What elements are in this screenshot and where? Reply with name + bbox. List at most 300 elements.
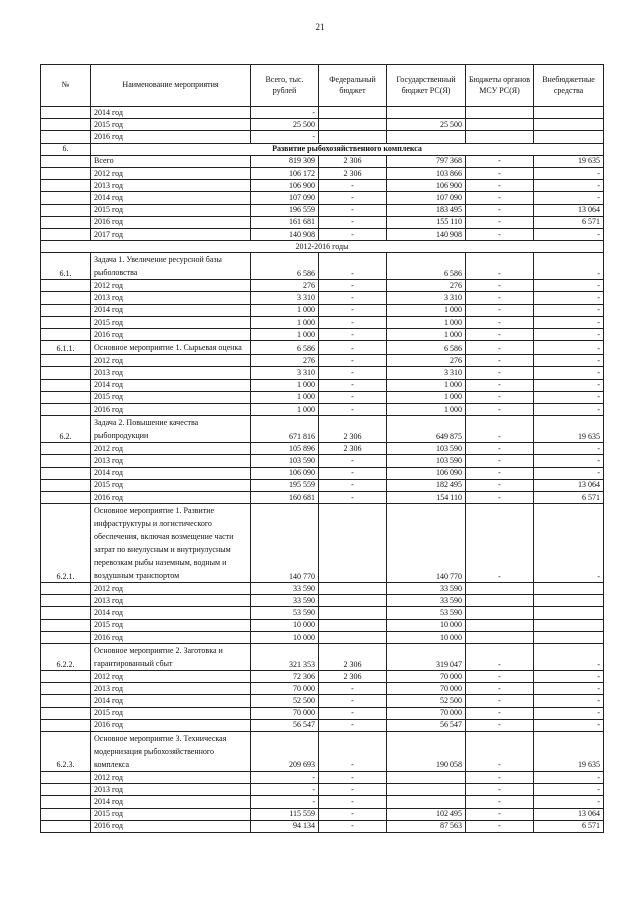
cell-extra: - <box>534 707 604 719</box>
header-msu: Бюджеты органов МСУ РС(Я) <box>466 65 534 107</box>
table-row <box>41 329 604 341</box>
cell-total: 3 310 <box>251 292 319 304</box>
cell-total: 1 000 <box>251 329 319 341</box>
cell-msu: - <box>466 504 534 583</box>
cell-extra: - <box>534 467 604 479</box>
cell-federal: - <box>319 403 387 415</box>
cell-total: 70 000 <box>251 707 319 719</box>
cell-name: 2013 год <box>91 367 251 379</box>
cell-num: 6.2.1. <box>41 504 91 583</box>
cell-num <box>41 367 91 379</box>
cell-num <box>41 671 91 683</box>
cell-num: 6.1.1. <box>41 341 91 355</box>
cell-extra: - <box>534 771 604 783</box>
cell-extra: - <box>534 719 604 731</box>
table-row <box>41 491 604 503</box>
cell-state: 25 500 <box>387 119 466 131</box>
cell-name: 2015 год <box>91 479 251 491</box>
cell-msu <box>466 631 534 643</box>
cell-state: 33 590 <box>387 595 466 607</box>
cell-num <box>41 107 91 119</box>
cell-state: 87 563 <box>387 820 466 832</box>
cell-num: 6.1. <box>41 253 91 280</box>
cell-msu: - <box>466 228 534 240</box>
cell-state: 276 <box>387 280 466 292</box>
cell-state: 276 <box>387 355 466 367</box>
cell-name: 2016 год <box>91 131 251 143</box>
cell-msu: - <box>466 216 534 228</box>
cell-num <box>41 119 91 131</box>
cell-name: 2014 год <box>91 379 251 391</box>
cell-state: 103 590 <box>387 443 466 455</box>
cell-federal: - <box>319 367 387 379</box>
cell-total: 33 590 <box>251 583 319 595</box>
cell-msu: - <box>466 155 534 167</box>
cell-federal: - <box>319 695 387 707</box>
table-row <box>41 131 604 143</box>
table-row <box>41 379 604 391</box>
cell-msu: - <box>466 304 534 316</box>
cell-name: Основное мероприятие 2. Заготовка и гарантированный сбыт <box>91 644 251 671</box>
cell-total: 276 <box>251 355 319 367</box>
cell-name: 2013 год <box>91 784 251 796</box>
cell-msu: - <box>466 671 534 683</box>
cell-name: 2016 год <box>91 631 251 643</box>
cell-name: 2017 год <box>91 228 251 240</box>
cell-federal: 2 306 <box>319 416 387 443</box>
cell-federal: - <box>319 719 387 731</box>
cell-extra: 6 571 <box>534 216 604 228</box>
cell-name: 2014 год <box>91 607 251 619</box>
table-row <box>41 216 604 228</box>
period-row <box>41 241 604 253</box>
cell-num <box>41 131 91 143</box>
cell-num <box>41 820 91 832</box>
table-row <box>41 796 604 808</box>
table-row <box>41 167 604 179</box>
cell-total: 106 090 <box>251 467 319 479</box>
cell-state: 6 586 <box>387 341 466 355</box>
task-row <box>41 341 604 355</box>
table-row <box>41 107 604 119</box>
cell-name: 2015 год <box>91 119 251 131</box>
cell-total: - <box>251 131 319 143</box>
cell-num <box>41 683 91 695</box>
table-row <box>41 683 604 695</box>
cell-msu: - <box>466 180 534 192</box>
table-row <box>41 192 604 204</box>
cell-extra: - <box>534 355 604 367</box>
cell-msu: - <box>466 784 534 796</box>
cell-state: 154 110 <box>387 491 466 503</box>
cell-state: 10 000 <box>387 631 466 643</box>
cell-num <box>41 304 91 316</box>
cell-total: 3 310 <box>251 367 319 379</box>
cell-total: 56 547 <box>251 719 319 731</box>
cell-msu: - <box>466 204 534 216</box>
cell-name: 2015 год <box>91 204 251 216</box>
cell-num <box>41 355 91 367</box>
cell-num <box>41 607 91 619</box>
cell-total: 6 586 <box>251 253 319 280</box>
cell-total: 1 000 <box>251 379 319 391</box>
cell-federal <box>319 607 387 619</box>
cell-num <box>41 280 91 292</box>
cell-federal: - <box>319 355 387 367</box>
cell-msu: - <box>466 820 534 832</box>
cell-msu: - <box>466 707 534 719</box>
cell-extra: - <box>534 683 604 695</box>
cell-name: 2012 год <box>91 443 251 455</box>
cell-federal: - <box>319 467 387 479</box>
cell-state: 10 000 <box>387 619 466 631</box>
cell-num <box>41 491 91 503</box>
cell-total: 10 000 <box>251 619 319 631</box>
cell-extra: - <box>534 379 604 391</box>
table-row <box>41 228 604 240</box>
cell-total: - <box>251 107 319 119</box>
cell-total: 115 559 <box>251 808 319 820</box>
cell-num <box>41 329 91 341</box>
cell-total: 10 000 <box>251 631 319 643</box>
cell-num <box>41 216 91 228</box>
cell-name: 2014 год <box>91 796 251 808</box>
cell-name: 2016 год <box>91 403 251 415</box>
header-state: Государственный бюджет РС(Я) <box>387 65 466 107</box>
cell-state: 1 000 <box>387 316 466 328</box>
cell-num <box>41 180 91 192</box>
cell-name: Всего <box>91 155 251 167</box>
cell-extra: - <box>534 180 604 192</box>
cell-extra: 13 064 <box>534 479 604 491</box>
table-row <box>41 355 604 367</box>
period-title: 2012-2016 годы <box>41 241 604 253</box>
cell-federal <box>319 107 387 119</box>
cell-msu: - <box>466 796 534 808</box>
cell-num: 6.2.3. <box>41 731 91 771</box>
cell-total: 276 <box>251 280 319 292</box>
cell-name: 2013 год <box>91 595 251 607</box>
cell-extra: - <box>534 391 604 403</box>
cell-name: 2016 год <box>91 719 251 731</box>
cell-state: 1 000 <box>387 379 466 391</box>
cell-name: 2015 год <box>91 808 251 820</box>
cell-num <box>41 796 91 808</box>
cell-num <box>41 167 91 179</box>
cell-num <box>41 808 91 820</box>
cell-federal: - <box>319 180 387 192</box>
cell-state: 797 368 <box>387 155 466 167</box>
cell-msu: - <box>466 167 534 179</box>
cell-total: 6 586 <box>251 341 319 355</box>
cell-total: 1 000 <box>251 304 319 316</box>
cell-extra: - <box>534 292 604 304</box>
cell-name: Задача 2. Повышение качества рыбопродукции <box>91 416 251 443</box>
cell-federal: - <box>319 280 387 292</box>
cell-state: 1 000 <box>387 391 466 403</box>
cell-total: 70 000 <box>251 683 319 695</box>
cell-federal: - <box>319 784 387 796</box>
cell-state: 140 908 <box>387 228 466 240</box>
cell-total: 103 590 <box>251 455 319 467</box>
cell-extra: - <box>534 455 604 467</box>
cell-extra: - <box>534 367 604 379</box>
header-extra: Внебюджетные средства <box>534 65 604 107</box>
table-row <box>41 784 604 796</box>
cell-total: 1 000 <box>251 391 319 403</box>
cell-state: 6 586 <box>387 253 466 280</box>
cell-name: 2012 год <box>91 583 251 595</box>
cell-total: - <box>251 771 319 783</box>
cell-msu: - <box>466 731 534 771</box>
cell-federal: - <box>319 707 387 719</box>
cell-name: 2014 год <box>91 695 251 707</box>
cell-federal: - <box>319 192 387 204</box>
cell-extra: - <box>534 192 604 204</box>
table-row <box>41 820 604 832</box>
cell-name: 2013 год <box>91 180 251 192</box>
cell-num: 6.2. <box>41 416 91 443</box>
cell-state: 1 000 <box>387 403 466 415</box>
cell-federal: - <box>319 820 387 832</box>
cell-state: 106 090 <box>387 467 466 479</box>
cell-msu: - <box>466 467 534 479</box>
cell-num: 6.2.2. <box>41 644 91 671</box>
cell-total: 195 559 <box>251 479 319 491</box>
cell-state: 140 770 <box>387 504 466 583</box>
cell-name: Задача 1. Увеличение ресурсной базы рыболовства <box>91 253 251 280</box>
table-row <box>41 771 604 783</box>
cell-state: 3 310 <box>387 292 466 304</box>
cell-federal: - <box>319 455 387 467</box>
cell-name: 2014 год <box>91 304 251 316</box>
cell-msu: - <box>466 719 534 731</box>
cell-msu <box>466 119 534 131</box>
table-row <box>41 719 604 731</box>
cell-num <box>41 619 91 631</box>
table-row <box>41 391 604 403</box>
cell-extra: 13 064 <box>534 808 604 820</box>
cell-num <box>41 391 91 403</box>
task-row <box>41 416 604 443</box>
cell-num <box>41 403 91 415</box>
cell-federal: - <box>319 796 387 808</box>
cell-msu: - <box>466 253 534 280</box>
cell-msu: - <box>466 391 534 403</box>
cell-msu: - <box>466 479 534 491</box>
cell-state: 155 110 <box>387 216 466 228</box>
task-row <box>41 253 604 280</box>
cell-state: 70 000 <box>387 707 466 719</box>
cell-federal <box>319 119 387 131</box>
task-row <box>41 644 604 671</box>
cell-federal: - <box>319 316 387 328</box>
header-total: Всего, тыс. рублей <box>251 65 319 107</box>
table-row <box>41 467 604 479</box>
cell-state: 649 875 <box>387 416 466 443</box>
cell-federal <box>319 131 387 143</box>
header-num: № <box>41 65 91 107</box>
cell-federal: - <box>319 341 387 355</box>
table-row <box>41 316 604 328</box>
cell-total: 140 908 <box>251 228 319 240</box>
cell-state: 103 590 <box>387 455 466 467</box>
cell-federal <box>319 631 387 643</box>
cell-state: 1 000 <box>387 304 466 316</box>
cell-federal: - <box>319 391 387 403</box>
cell-total: 209 693 <box>251 731 319 771</box>
cell-federal: - <box>319 253 387 280</box>
table-row <box>41 707 604 719</box>
cell-extra: - <box>534 644 604 671</box>
cell-name: 2013 год <box>91 455 251 467</box>
cell-federal: - <box>319 683 387 695</box>
cell-total: 671 816 <box>251 416 319 443</box>
table-row <box>41 808 604 820</box>
cell-name: 2016 год <box>91 216 251 228</box>
cell-federal <box>319 583 387 595</box>
cell-name: 2016 год <box>91 329 251 341</box>
cell-msu <box>466 595 534 607</box>
cell-state: 56 547 <box>387 719 466 731</box>
cell-state <box>387 796 466 808</box>
cell-total: 819 309 <box>251 155 319 167</box>
table-row <box>41 595 604 607</box>
cell-num <box>41 379 91 391</box>
cell-num <box>41 155 91 167</box>
cell-federal: 2 306 <box>319 443 387 455</box>
cell-extra: - <box>534 443 604 455</box>
cell-total: - <box>251 784 319 796</box>
cell-extra: - <box>534 784 604 796</box>
cell-num <box>41 467 91 479</box>
cell-federal: 2 306 <box>319 155 387 167</box>
cell-extra: - <box>534 403 604 415</box>
cell-extra <box>534 107 604 119</box>
table-row <box>41 403 604 415</box>
cell-msu: - <box>466 644 534 671</box>
cell-extra <box>534 119 604 131</box>
section-number: 6. <box>41 143 91 155</box>
cell-msu: - <box>466 292 534 304</box>
cell-total: 196 559 <box>251 204 319 216</box>
cell-num <box>41 784 91 796</box>
table-row <box>41 155 604 167</box>
cell-state <box>387 107 466 119</box>
cell-total: 52 500 <box>251 695 319 707</box>
cell-state <box>387 131 466 143</box>
cell-total: 33 590 <box>251 595 319 607</box>
cell-extra: - <box>534 253 604 280</box>
cell-name: 2015 год <box>91 316 251 328</box>
table-body <box>41 107 604 833</box>
cell-num <box>41 707 91 719</box>
cell-extra: 19 635 <box>534 731 604 771</box>
cell-federal: - <box>319 228 387 240</box>
cell-state: 182 495 <box>387 479 466 491</box>
cell-num <box>41 695 91 707</box>
table-row <box>41 583 604 595</box>
table-row <box>41 204 604 216</box>
table-row <box>41 607 604 619</box>
cell-num <box>41 631 91 643</box>
cell-federal: 2 306 <box>319 671 387 683</box>
cell-name: 2012 год <box>91 771 251 783</box>
cell-msu: - <box>466 379 534 391</box>
table-row <box>41 304 604 316</box>
cell-name: 2013 год <box>91 292 251 304</box>
cell-federal: 2 306 <box>319 644 387 671</box>
cell-num <box>41 479 91 491</box>
cell-name: 2015 год <box>91 707 251 719</box>
cell-total: 1 000 <box>251 403 319 415</box>
cell-state: 33 590 <box>387 583 466 595</box>
cell-total: 1 000 <box>251 316 319 328</box>
cell-state: 319 047 <box>387 644 466 671</box>
cell-msu <box>466 619 534 631</box>
cell-state <box>387 771 466 783</box>
cell-msu: - <box>466 316 534 328</box>
cell-state: 107 090 <box>387 192 466 204</box>
cell-federal: 2 306 <box>319 167 387 179</box>
cell-total: 161 681 <box>251 216 319 228</box>
cell-extra <box>534 595 604 607</box>
cell-state: 52 500 <box>387 695 466 707</box>
cell-num <box>41 292 91 304</box>
cell-federal <box>319 595 387 607</box>
cell-state: 70 000 <box>387 683 466 695</box>
cell-total: 107 090 <box>251 192 319 204</box>
cell-federal: - <box>319 304 387 316</box>
cell-extra: - <box>534 304 604 316</box>
cell-state: 190 058 <box>387 731 466 771</box>
cell-federal: - <box>319 479 387 491</box>
table-row <box>41 479 604 491</box>
cell-state: 103 866 <box>387 167 466 179</box>
cell-msu: - <box>466 771 534 783</box>
cell-total: 94 134 <box>251 820 319 832</box>
cell-total: 72 306 <box>251 671 319 683</box>
cell-num <box>41 443 91 455</box>
table-row <box>41 119 604 131</box>
cell-federal: - <box>319 329 387 341</box>
cell-msu: - <box>466 455 534 467</box>
cell-extra: 19 635 <box>534 155 604 167</box>
cell-msu <box>466 583 534 595</box>
cell-extra: - <box>534 329 604 341</box>
cell-name: 2013 год <box>91 683 251 695</box>
table-row <box>41 631 604 643</box>
table-row <box>41 619 604 631</box>
cell-federal: - <box>319 379 387 391</box>
cell-msu: - <box>466 329 534 341</box>
cell-extra <box>534 131 604 143</box>
section-row <box>41 143 604 155</box>
task-row <box>41 504 604 583</box>
cell-federal <box>319 619 387 631</box>
cell-federal: - <box>319 808 387 820</box>
cell-state: 53 590 <box>387 607 466 619</box>
cell-extra <box>534 583 604 595</box>
cell-total: 106 172 <box>251 167 319 179</box>
cell-extra <box>534 631 604 643</box>
cell-msu: - <box>466 192 534 204</box>
cell-name: 2012 год <box>91 167 251 179</box>
cell-name: 2014 год <box>91 192 251 204</box>
table-row <box>41 671 604 683</box>
cell-name: 2016 год <box>91 820 251 832</box>
cell-extra: - <box>534 280 604 292</box>
